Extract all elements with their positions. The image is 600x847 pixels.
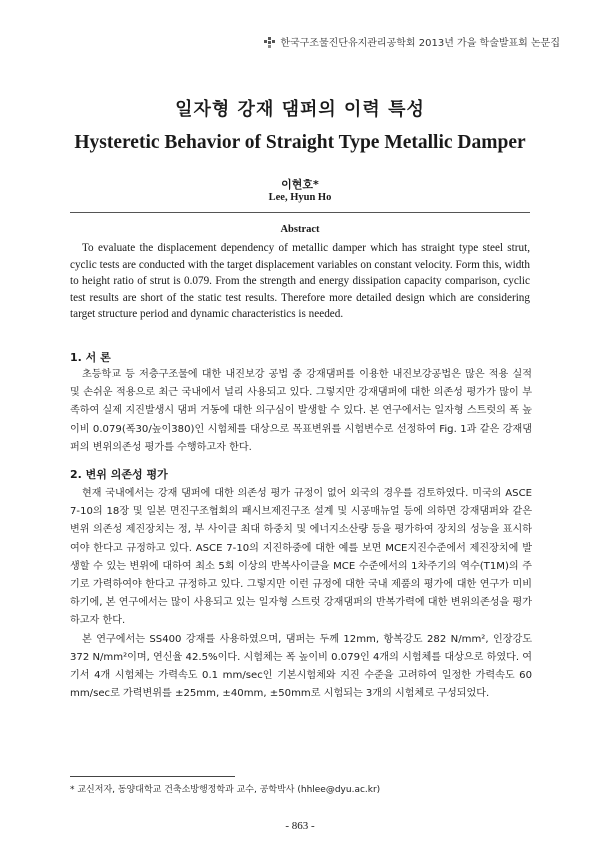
dots-logo-icon <box>264 37 276 47</box>
paragraph: 본 연구에서는 SS400 강재를 사용하였으며, 댐퍼는 두께 12mm, 항복강도 282 N/mm², 인장강도 372 N/mm²이며, 연신율 42.5%이다. 시험체는 폭 높이비 0.079인 4개의 시험체를 대상으로 하였다. 여기서 4개 시험체는 가력속도 0.1 mm/sec인 기본시험체와 지진 수준을 고려하여 일정한 가력속도 60 mm/sec로 가력변위를 ±25mm, ±40mm, ±50mm로 시험되는 3개의 시험체로 구성되었다. <box>70 633 532 700</box>
author-korean: 이현호* <box>281 178 319 191</box>
page-number: - 863 - <box>285 820 315 832</box>
abstract-text: To evaluate the displacement dependency of metallic damper which has straight type steel strut, cyclic tests are conducted with the target displacement variables on constant velocity. Form this, width to height ratio of strut is 0.079. From the strength and energy dissipation capacity comparison, cyclic test results are short of the static test results. Therefore more detailed design which are considering target structure period and dynamic characteristics is needed. <box>70 242 530 321</box>
paragraph: 현재 국내에서는 강재 댐퍼에 대한 의존성 평가 규정이 없어 외국의 경우를 검토하였다. 미국의 ASCE 7-10의 18장 및 일본 면진구조협회의 패시브제진구조 설계 및 시공매뉴얼 등에 의하면 강재댐퍼와 같은 변위 의존성 제진장치는 정, 부 사이클 최대 하중치 및 에너지소산량 등을 평가하여 장치의 성능을 표시하여야 한다고 규정하고 있다. ASCE 7-10의 지진하중에 대한 예를 보면 MCE지진수준에서 제진장치에 발생할 수 있는 변위에 대하여 최소 5회 이상의 반복사이클을 MCE 수준에서의 1차주기의 역수(T1M)의 주기로 가력하여야 한다고 규정하고 있다. 그렇지만 이런 규정에 대한 국내 제품의 평가에 대한 연구가 미비하기에, 본 연구에서는 많이 사용되고 있는 일자형 스트럿 강재댐퍼의 반복가력에 대한 변위의존성을 평가하고자 한다. <box>70 488 532 627</box>
section-2-heading: 2. 변위 의존성 평가 <box>70 468 168 481</box>
abstract-heading: Abstract <box>280 224 320 235</box>
journal-name: 한국구조물진단유지관리공학회 2013년 가을 학술발표회 논문집 <box>280 38 560 49</box>
author-english: Lee, Hyun Ho <box>268 192 332 203</box>
section-2-body <box>70 485 532 703</box>
footnote-divider <box>70 776 235 777</box>
footnote: * 교신저자, 동양대학교 건축소방행정학과 교수, 공학박사 (hhlee@dyu.ac.kr) <box>70 785 381 795</box>
journal-header <box>264 34 560 49</box>
section-1-body <box>70 366 532 457</box>
title-english: Hysteretic Behavior of Straight Type Metallic Damper <box>74 132 526 153</box>
paragraph: 초등학교 등 저층구조물에 대한 내진보강 공법 중 강재댐퍼를 이용한 내진보강공법은 많은 적용 실적 및 손쉬운 적용으로 최근 국내에서 널리 사용되고 있다. 그렇지만 강재댐퍼에 대한 의존성 평가가 많이 부족하여 실제 지진발생시 댐퍼 거동에 대한 의구심이 발생할 수 있다. 본 연구에서는 일자형 스트럿의 폭 높이비 0.079(폭30/높이380)인 시험체를 대상으로 목표변위를 시험변수로 선정하여 Fig. 1과 같은 강재댐퍼의 변위의존성 평가를 수행하고자 한다. <box>70 369 532 453</box>
section-1-heading: 1. 서 론 <box>70 351 111 364</box>
abstract-divider <box>70 212 530 213</box>
title-korean: 일자형 강재 댐퍼의 이력 특성 <box>175 99 425 120</box>
